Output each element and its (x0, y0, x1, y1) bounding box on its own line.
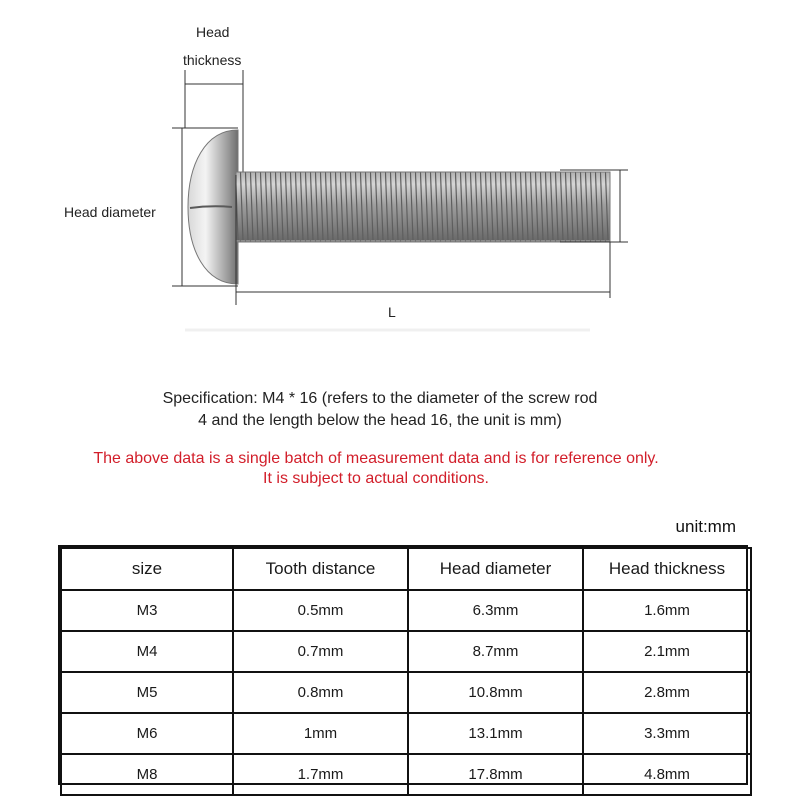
header-head-thickness: Head thickness (583, 548, 751, 590)
cell-tooth-distance: 0.8mm (233, 672, 408, 713)
table-row (61, 590, 751, 631)
cell-tooth-distance: 1.7mm (233, 754, 408, 795)
cell-head-thickness: 3.3mm (583, 713, 751, 754)
cell-head-diameter: 6.3mm (408, 590, 583, 631)
head-diameter-label: Head diameter (64, 204, 156, 220)
cell-head-diameter: 10.8mm (408, 672, 583, 713)
header-tooth-distance: Tooth distance (233, 548, 408, 590)
cell-head-thickness: 2.1mm (583, 631, 751, 672)
cell-tooth-distance: 1mm (233, 713, 408, 754)
cell-size: M3 (61, 590, 233, 631)
screw-shaft (236, 172, 610, 242)
size-table (58, 545, 748, 785)
specification-line-2: 4 and the length below the head 16, the unit is mm) (198, 412, 562, 429)
cell-tooth-distance: 0.7mm (233, 631, 408, 672)
cell-head-thickness: 2.8mm (583, 672, 751, 713)
notice-line-1: The above data is a single batch of measurement data and is for reference only. (93, 450, 659, 467)
notice-line-2: It is subject to actual conditions. (263, 470, 489, 487)
header-size: size (61, 548, 233, 590)
cell-head-thickness: 1.6mm (583, 590, 751, 631)
cell-head-diameter: 13.1mm (408, 713, 583, 754)
table-row (61, 672, 751, 713)
cell-head-diameter: 8.7mm (408, 631, 583, 672)
cell-size: M6 (61, 713, 233, 754)
cell-tooth-distance: 0.5mm (233, 590, 408, 631)
head-thickness-label: Head (196, 24, 230, 40)
head-thickness-label-line2: thickness (183, 52, 242, 68)
table-row (61, 713, 751, 754)
cell-head-thickness: 4.8mm (583, 754, 751, 795)
table-row (61, 754, 751, 795)
table-header-row (61, 548, 751, 590)
cell-size: M8 (61, 754, 233, 795)
screw-illustration (0, 0, 800, 340)
header-head-diameter: Head diameter (408, 548, 583, 590)
unit-label: unit:mm (675, 517, 736, 536)
cell-size: M5 (61, 672, 233, 713)
length-label: L (388, 304, 396, 320)
specification-line-1: Specification: M4 * 16 (refers to the diameter of the screw rod (162, 390, 598, 407)
cell-head-diameter: 17.8mm (408, 754, 583, 795)
cell-size: M4 (61, 631, 233, 672)
screw-diagram (0, 0, 800, 340)
table-row (61, 631, 751, 672)
